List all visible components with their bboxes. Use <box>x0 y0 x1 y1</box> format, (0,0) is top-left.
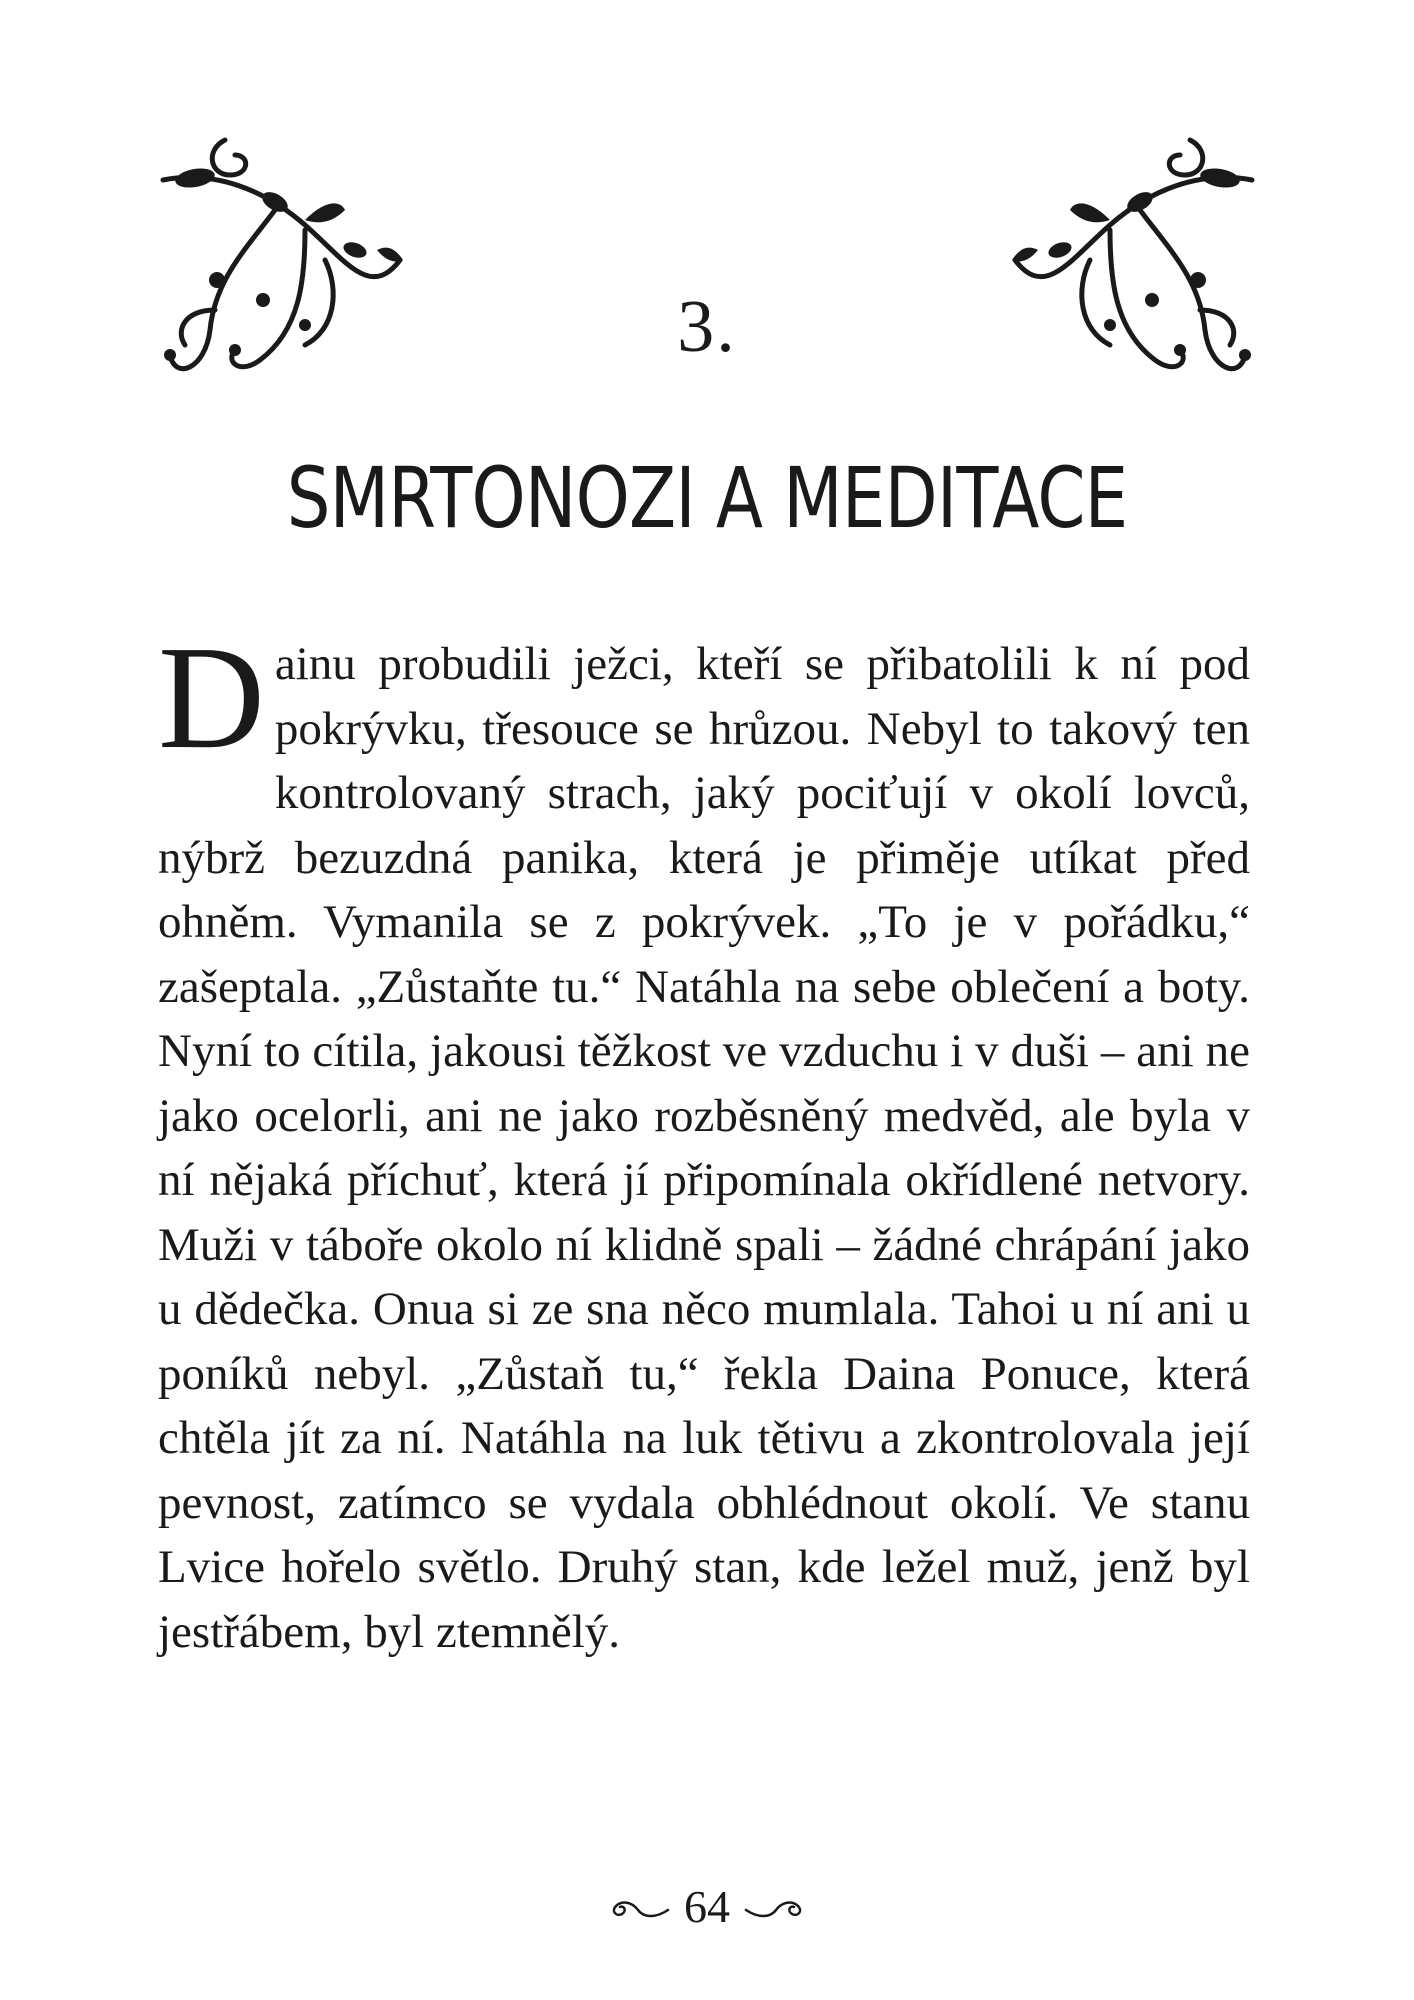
chapter-title: SMRTONOZI A MEDITACE <box>286 449 1128 548</box>
body-paragraph <box>158 616 1250 1664</box>
page-number: 64 <box>684 1881 730 1932</box>
page-footer <box>0 1880 1414 1933</box>
swirl-right-icon <box>744 1892 806 1922</box>
chapter-number: 3. <box>677 286 737 368</box>
swirl-left-icon <box>608 1892 670 1922</box>
drop-cap: D <box>158 616 265 780</box>
body-text: ainu probudili ježci, kteří se přibatolili k ní pod pokrývku, třesouce se hrůzou. Nebyl to takový ten kontrolovaný strach, jaký pociťují v okolí lovců, nýbrž bezuzdná panika, která je přiměje utíkat před ohněm. Vymanila se z pokrývek. „To je v pořádku,“ zašeptala. „Zůstaňte tu.“ Natáhla na sebe oblečení a boty. Nyní to cítila, jakousi těžkost ve vzduchu i v duši – ani ne jako ocelorli, ani ne jako rozběsněný medvěd, ale byla v ní nějaká příchuť, která jí připomínala okřídlené netvory. Muži v táboře okolo ní klidně spali – žádné chrápání jako u dědečka. Onua si ze sna něco mumlala. Tahoi u ní ani u poníků nebyl. „Zůstaň tu,“ řekla Daina Ponuce, která chtěla jít za ní. Natáhla na luk tětivu a zkontrolovala její pevnost, zatímco se vydala obhlédnout okolí. Ve stanu Lvice hořelo světlo. Druhý stan, kde ležel muž, jenž byl jestřábem, byl ztemnělý. <box>158 638 1250 1658</box>
